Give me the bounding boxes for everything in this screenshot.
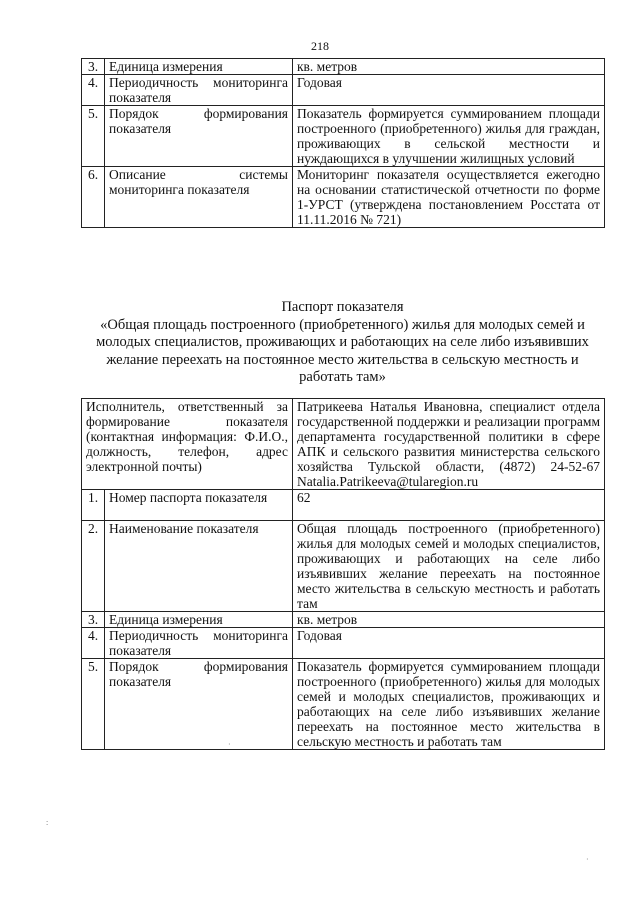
row-value: Показатель формируется суммированием площади построенного (приобретенного) жилья для молодых семей и молодых специалистов, проживающих и работающих на селе либо изъявивших желание переехать на постоянное место жительства в сельскую местность и работать там — [293, 659, 605, 750]
row-value: кв. метров — [293, 59, 605, 75]
row-value: 62 — [293, 490, 605, 521]
row-number: 2. — [82, 521, 105, 612]
executor-label: Исполнитель, ответственный за формирование показателя (контактная информация: Ф.И.О., должность, телефон, адрес электронной почты) — [82, 399, 293, 490]
row-number: 1. — [82, 490, 105, 521]
row-name: Порядок формирования показателя — [105, 106, 293, 167]
indicator-table-previous — [81, 58, 605, 228]
row-number: 4. — [82, 628, 105, 659]
table-row — [82, 612, 605, 628]
scan-speck: · — [228, 740, 231, 749]
table-row — [82, 628, 605, 659]
executor-row — [82, 399, 605, 490]
row-number: 3. — [82, 612, 105, 628]
row-number: 6. — [82, 167, 105, 228]
row-name: Наименование показателя — [105, 521, 293, 612]
row-value: Показатель формируется суммированием площади построенного (приобретенного) жилья для граждан, проживающих в сельской местности и нуждающихся в улучшении жилищных условий — [293, 106, 605, 167]
row-name: Периодичность мониторинга показателя — [105, 75, 293, 106]
table-row — [82, 106, 605, 167]
row-number: 4. — [82, 75, 105, 106]
executor-value: Патрикеева Наталья Ивановна, специалист отдела государственной поддержки и реализации программ департамента государственной политики в сфере АПК и сельского развития министерства сельского хозяйства Тульской области, (4872) 24-52-67 Natalia.Patrikeeva@tularegion.ru — [293, 399, 605, 490]
row-number: 3. — [82, 59, 105, 75]
passport-heading — [81, 299, 604, 387]
row-value: Годовая — [293, 628, 605, 659]
row-value: Общая площадь построенного (приобретенного) жилья для молодых семей и молодых специалистов, проживающих и работающих на селе либо изъявивших желание переехать на постоянное место жительства в сельскую местность и работать там — [293, 521, 605, 612]
row-name: Порядок формирования показателя — [105, 659, 293, 750]
scan-speck: : — [46, 818, 49, 827]
row-value: кв. метров — [293, 612, 605, 628]
table-row — [82, 521, 605, 612]
row-number: 5. — [82, 659, 105, 750]
passport-title: Паспорт показателя — [281, 299, 404, 315]
row-name: Единица измерения — [105, 59, 293, 75]
row-value: Годовая — [293, 75, 605, 106]
indicator-passport-table — [81, 398, 605, 750]
table-row — [82, 167, 605, 228]
row-name: Номер паспорта показателя — [105, 490, 293, 521]
passport-subtitle: «Общая площадь построенного (приобретенного) жилья для молодых семей и молодых специалистов, проживающих и работающих на селе либо изъявивших желание переехать на постоянное место жительства в сельскую местность и работать там» — [96, 316, 589, 385]
row-value: Мониторинг показателя осуществляется ежегодно на основании статистической отчетности по форме 1-УРСТ (утверждена постановлением Росстата от 11.11.2016 № 721) — [293, 167, 605, 228]
page-number: 218 — [311, 39, 329, 53]
row-name: Описание системы мониторинга показателя — [105, 167, 293, 228]
table-row — [82, 59, 605, 75]
scan-speck: · — [586, 855, 589, 864]
table-row — [82, 75, 605, 106]
row-number: 5. — [82, 106, 105, 167]
table-row — [82, 490, 605, 521]
table-row — [82, 659, 605, 750]
row-name: Единица измерения — [105, 612, 293, 628]
row-name: Периодичность мониторинга показателя — [105, 628, 293, 659]
